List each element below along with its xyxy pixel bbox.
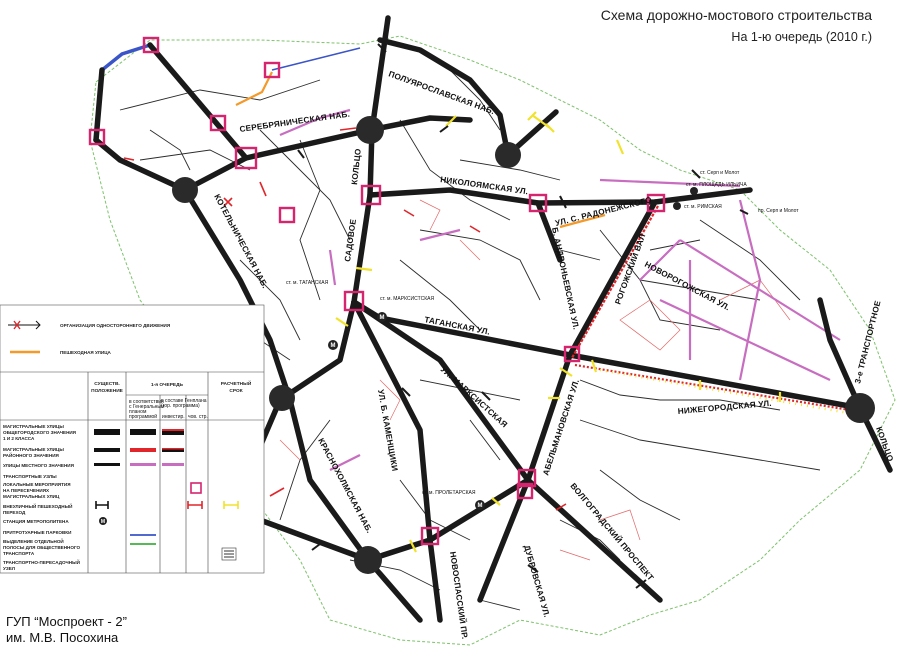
street-label-andronyevskaya: Б. АНДРОНЬЕВСКАЯ УЛ. — [550, 226, 581, 331]
map-title: Схема дорожно-мостового строительства — [600, 7, 872, 23]
street-label-volgogradsky: ВОЛГОГРАДСКИЙ ПРОСПЕКТ — [568, 481, 656, 583]
svg-text:M: M — [379, 315, 385, 321]
svg-text:ОБЩЕГОРОДСКОГО ЗНАЧЕНИЯ: ОБЩЕГОРОДСКОГО ЗНАЧЕНИЯ — [3, 430, 76, 435]
street-label-kotelnicheskaya: КОТЕЛЬНИЧЕСКАЯ НАБ. — [212, 192, 270, 290]
svg-text:ПОЛОСЫ ДЛЯ ОБЩЕСТВЕННОГО: ПОЛОСЫ ДЛЯ ОБЩЕСТВЕННОГО — [3, 545, 81, 550]
legend-col-existing-1: СУЩЕСТВ. — [94, 382, 120, 387]
legend-sub-gp-3: планом — [129, 409, 147, 415]
metro-station-icon — [377, 312, 387, 322]
svg-text:МАГИСТРАЛЬНЫХ УЛИЦ: МАГИСТРАЛЬНЫХ УЛИЦ — [3, 494, 60, 499]
node-5 — [354, 546, 382, 574]
svg-text:РАЙОННОГО ЗНАЧЕНИЯ: РАЙОННОГО ЗНАЧЕНИЯ — [3, 453, 59, 458]
street-label-rogozhsky-val: РОГОЖСКИЙ ВАЛ — [613, 232, 648, 306]
legend-sub-investment: инвестир. — [162, 414, 185, 420]
street-label-novorogozhskaya: НОВОРОГОЖСКАЯ УЛ. — [643, 259, 732, 313]
legend-metro-letter: M — [100, 519, 106, 525]
street-label-marksistskaya: УЛ. МАРКСИСТСКАЯ — [438, 364, 510, 430]
svg-text:МАГИСТРАЛЬНЫЕ УЛИЦЫ: МАГИСТРАЛЬНЫЕ УЛИЦЫ — [3, 424, 64, 429]
svg-text:СТАНЦИЯ МЕТРОПОЛИТЕНА: СТАНЦИЯ МЕТРОПОЛИТЕНА — [3, 519, 69, 524]
node-4 — [269, 385, 295, 411]
svg-text:МАГИСТРАЛЬНЫЕ УЛИЦЫ: МАГИСТРАЛЬНЫЕ УЛИЦЫ — [3, 447, 64, 452]
legend-sub-gp-1: в соответствии — [129, 399, 164, 405]
street-label-abelmanovskaya: АБЕЛЬМАНОВСКАЯ УЛ. — [541, 378, 582, 477]
bus-lane-2 — [272, 48, 360, 70]
metro-label-taganskaya: ст. м. ТАГАНСКАЯ — [286, 280, 329, 286]
street-label-krasnokholmskaya: КРАСНОХОЛМСКАЯ НАБ. — [316, 436, 374, 535]
street-label-dubrovskaya: ДУБРОВСКАЯ УЛ. — [522, 544, 552, 619]
legend-col-existing-2: ПОЛОЖЕНИЕ — [91, 389, 123, 394]
legend-sub-program-1: в составе Генплана — [161, 398, 207, 404]
legend-sub-gp-4: программой — [129, 414, 158, 420]
metro-station-icon — [475, 500, 485, 510]
svg-text:ВЫДЕЛЕНИЕ ОТДЕЛЬНОЙ: ВЫДЕЛЕНИЕ ОТДЕЛЬНОЙ — [3, 539, 64, 544]
svg-text:M: M — [477, 503, 483, 509]
svg-text:ТРАНСПОРТА: ТРАНСПОРТА — [3, 551, 35, 556]
metro-label-rimskaya: ст. м. РИМСКАЯ — [684, 204, 722, 210]
street-label-koltso: КОЛЬЦО — [350, 148, 363, 186]
street-label-kamenshiki: УЛ. Б. КАМЕНЩИКИ — [376, 388, 400, 473]
bus-lane — [96, 45, 150, 140]
metro-station-icon — [673, 202, 681, 210]
node-6 — [845, 393, 875, 423]
legend-sub-gp-2: с Генеральным — [129, 404, 165, 410]
street-label-serebryanicheskaya: СЕРЕБРЯНИЧЕСКАЯ НАБ. — [239, 109, 351, 134]
svg-text:ТРАНСПОРТНЫЕ УЗЛЫ: ТРАНСПОРТНЫЕ УЗЛЫ — [3, 474, 57, 479]
street-label-pr-serp-molot: пр. Серп и Молот — [758, 208, 799, 214]
svg-text:ЛОКАЛЬНЫЕ МЕРОПРИЯТИЯ: ЛОКАЛЬНЫЕ МЕРОПРИЯТИЯ — [3, 482, 71, 487]
svg-text:НА ПЕРЕСЕЧЕНИЯХ: НА ПЕРЕСЕЧЕНИЯХ — [3, 488, 50, 493]
svg-text:ТРАНСПОРТНО-ПЕРЕСАДОЧНЫЙ: ТРАНСПОРТНО-ПЕРЕСАДОЧНЫЙ — [3, 560, 80, 565]
street-label-third-ring: 3-е ТРАНСПОРТНОЕ — [853, 299, 883, 385]
svg-text:ПРИТРОТУАРНЫЕ ПАРКОВКИ: ПРИТРОТУАРНЫЕ ПАРКОВКИ — [3, 530, 72, 535]
organization-name: ГУП “Моспроект - 2” — [6, 614, 127, 629]
svg-text:1 И 2 КЛАССА: 1 И 2 КЛАССА — [3, 436, 35, 441]
legend-label-one-way: ОРГАНИЗАЦИЯ ОДНОСТОРОННЕГО ДВИЖЕНИЯ — [60, 323, 171, 328]
legend-col-period-2: СРОК — [229, 389, 243, 394]
street-label-nikoloyamskaya: НИКОЛОЯМСКАЯ УЛ. — [439, 175, 529, 197]
metro-label-proletarskaya: ст. м. ПРОЛЕТАРСКАЯ — [422, 490, 476, 496]
metro-station-icon — [328, 340, 338, 350]
street-label-taganskaya: ТАГАНСКАЯ УЛ. — [423, 315, 491, 337]
svg-text:ПЕРЕХОД: ПЕРЕХОД — [3, 510, 26, 515]
legend — [0, 305, 264, 573]
organization-subtitle: им. М.В. Посохина — [6, 630, 119, 645]
street-label-sadovoe: САДОВОЕ — [343, 218, 358, 263]
street-label-nizhegorodskaya: НИЖЕГОРОДСКАЯ УЛ. — [677, 398, 773, 416]
legend-label-pedestrian: ПЕШЕХОДНАЯ УЛИЦА — [60, 350, 111, 355]
legend-col-stage1: 1-я ОЧЕРЕДЬ — [151, 383, 183, 388]
metro-label-ilyicha: ст. м. ПЛОЩАДЬ ИЛЬИЧА — [686, 182, 747, 188]
street-label-poluyaroslavskaya: ПОЛУЯРОСЛАВСКАЯ НАБ. — [387, 69, 496, 117]
legend-sub-other: чов. стр. — [188, 414, 208, 420]
node-1 — [172, 177, 198, 203]
map-subtitle: На 1-ю очередь (2010 г.) — [731, 30, 872, 44]
legend-col-period-1: РАСЧЕТНЫЙ — [220, 382, 252, 387]
svg-text:УЛИЦЫ МЕСТНОГО ЗНАЧЕНИЯ: УЛИЦЫ МЕСТНОГО ЗНАЧЕНИЯ — [3, 463, 74, 468]
street-label-koltso-east: КОЛЬЦО — [874, 425, 896, 463]
svg-text:M: M — [330, 343, 336, 349]
node-2 — [356, 116, 384, 144]
svg-text:ВНЕУЛИЧНЫЙ ПЕШЕХОДНЫЙ: ВНЕУЛИЧНЫЙ ПЕШЕХОДНЫЙ — [3, 504, 73, 509]
svg-text:УЗЕЛ: УЗЕЛ — [3, 566, 16, 571]
metro-station-icon — [690, 187, 698, 195]
street-label-novospassky: НОВОСПАССКИЙ ПР. — [448, 551, 470, 640]
street-label-radonezhskogo: УЛ. С. РАДОНЕЖСКОГО — [554, 195, 653, 228]
legend-sub-program-2: (гор. программа) — [161, 403, 200, 409]
metro-label-marksistskaya: ст. м. МАРКСИСТСКАЯ — [380, 296, 435, 302]
station-label-serp-molot: ст. Серп и Молот — [700, 170, 740, 176]
node-3 — [495, 142, 521, 168]
intersection-marker — [280, 208, 294, 222]
